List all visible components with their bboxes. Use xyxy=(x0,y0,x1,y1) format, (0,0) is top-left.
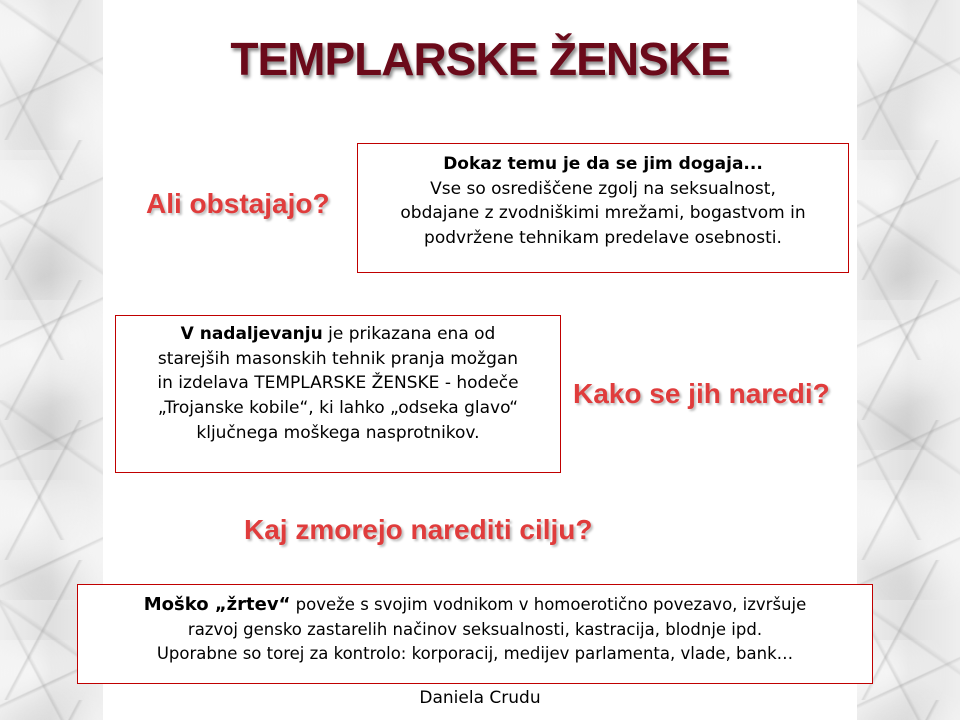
victim-line-1 xyxy=(78,592,872,618)
victim-line-3: Uporabne so torej za kontrolo: korporacij, medijev parlamenta, vlade, bank… xyxy=(156,644,794,664)
evidence-line-3: podvržene tehnikam predelave osebnosti. xyxy=(424,227,782,248)
victim-bold: Moško „žrtev“ xyxy=(143,594,291,615)
question-kaj-zmorejo: Kaj zmorejo narediti cilju? xyxy=(244,514,593,545)
question-kako-se-jih-naredi: Kako se jih naredi? xyxy=(573,378,830,409)
victim-line-2: razvoj gensko zastarelih načinov seksualnosti, kastracija, blodnje ipd. xyxy=(187,620,763,640)
evidence-heading: Dokaz temu je da se jim dogaja... xyxy=(443,154,763,174)
textbox-evidence xyxy=(357,143,849,273)
victim-line-1-rest: poveže s svojim vodnikom v homoerotično povezavo, izvršuje xyxy=(290,595,807,614)
evidence-line-1: Vse so osrediščene zgolj na seksualnost, xyxy=(430,178,776,199)
question-ali-obstajajo: Ali obstajajo? xyxy=(146,188,330,219)
slide-title: TEMPLARSKE ŽENSKE xyxy=(230,33,730,85)
continuation-line-5: ključnega moškega nasprotnikov. xyxy=(196,422,480,443)
evidence-line-2: obdajane z zvodniškimi mrežami, bogastvom in xyxy=(400,203,806,224)
continuation-line-1-rest: je prikazana ena od xyxy=(322,324,496,344)
textbox-continuation xyxy=(115,315,561,473)
continuation-line-4: „Trojanske kobile“, ki lahko „odseka glavo“ xyxy=(157,397,519,418)
continuation-line-3: in izdelava TEMPLARSKE ŽENSKE - hodeče xyxy=(157,373,519,394)
textbox-victim xyxy=(77,584,873,684)
continuation-line-2: starejših masonskih tehnik pranja možgan xyxy=(157,348,519,369)
continuation-bold: V nadaljevanju xyxy=(180,324,323,344)
continuation-line-1 xyxy=(116,322,560,347)
author-name: Daniela Crudu xyxy=(419,688,541,708)
